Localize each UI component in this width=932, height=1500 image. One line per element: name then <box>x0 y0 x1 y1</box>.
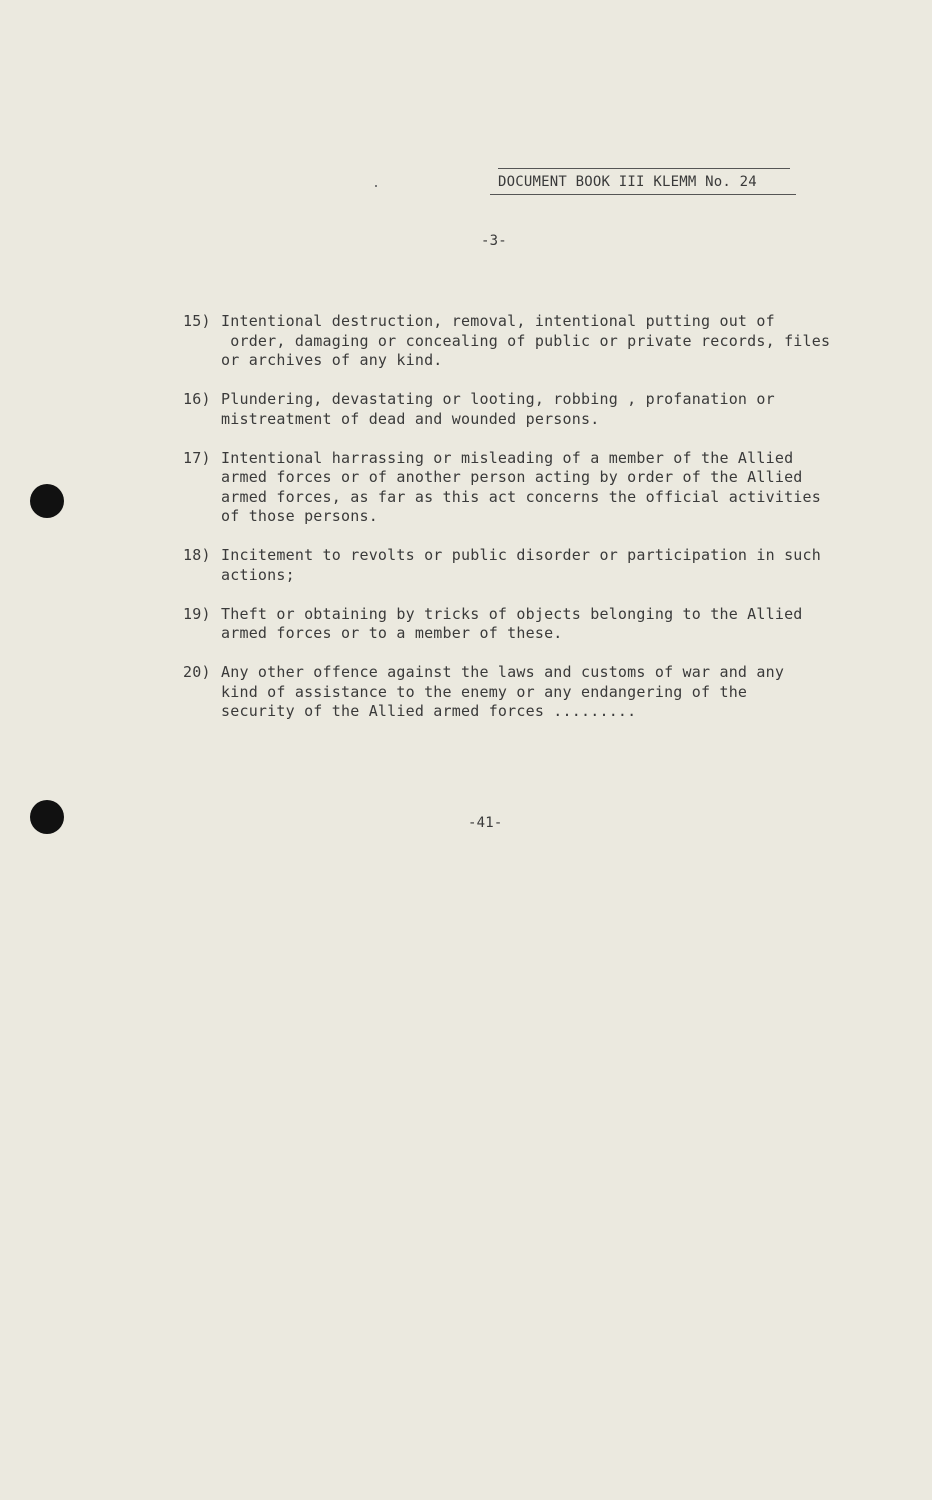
item-text: Intentional harrassing or misleading of a member of the Allied armed forces or of another person acting by order of the Allied armed forces, as far as this act concerns the official activities of those persons. <box>221 448 821 525</box>
item-number: 16) <box>183 390 211 408</box>
item-number: 18) <box>183 546 211 564</box>
offence-list <box>183 312 863 741</box>
item-text: Theft or obtaining by tricks of objects belonging to the Allied armed forces or to a member of these. <box>221 604 803 642</box>
list-item <box>183 605 863 644</box>
item-number: 15) <box>183 312 211 330</box>
list-item <box>183 449 863 527</box>
item-number: 19) <box>183 604 211 623</box>
list-item <box>183 312 863 371</box>
reference-top-rule <box>498 168 790 169</box>
document-reference <box>498 172 757 192</box>
item-text: Any other offence against the laws and customs of war and any kind of assistance to the enemy or any endangering of the security of the Allied armed forces ......... <box>221 663 785 720</box>
item-number: 20) <box>183 663 211 681</box>
document-reference-text: DOCUMENT BOOK III KLEMM No. 24 <box>498 174 757 190</box>
punch-hole <box>30 484 64 518</box>
list-item <box>183 546 863 585</box>
page-marker-bottom: -41- <box>468 815 503 831</box>
page-marker-top: -3- <box>481 233 507 249</box>
item-text: Incitement to revolts or public disorder or participation in such actions; <box>221 546 821 584</box>
item-text: Plundering, devastating or looting, robbing , profanation or mistreatment of dead and wounded persons. <box>221 390 775 428</box>
item-number: 17) <box>183 448 211 467</box>
reference-bottom-rule <box>490 194 796 195</box>
stray-mark <box>375 185 377 187</box>
list-item <box>183 663 863 722</box>
punch-hole <box>30 800 64 834</box>
item-text: Intentional destruction, removal, intentional putting out of order, damaging or concealing of public or private records, files or archives of any kind. <box>221 312 831 369</box>
list-item <box>183 390 863 429</box>
